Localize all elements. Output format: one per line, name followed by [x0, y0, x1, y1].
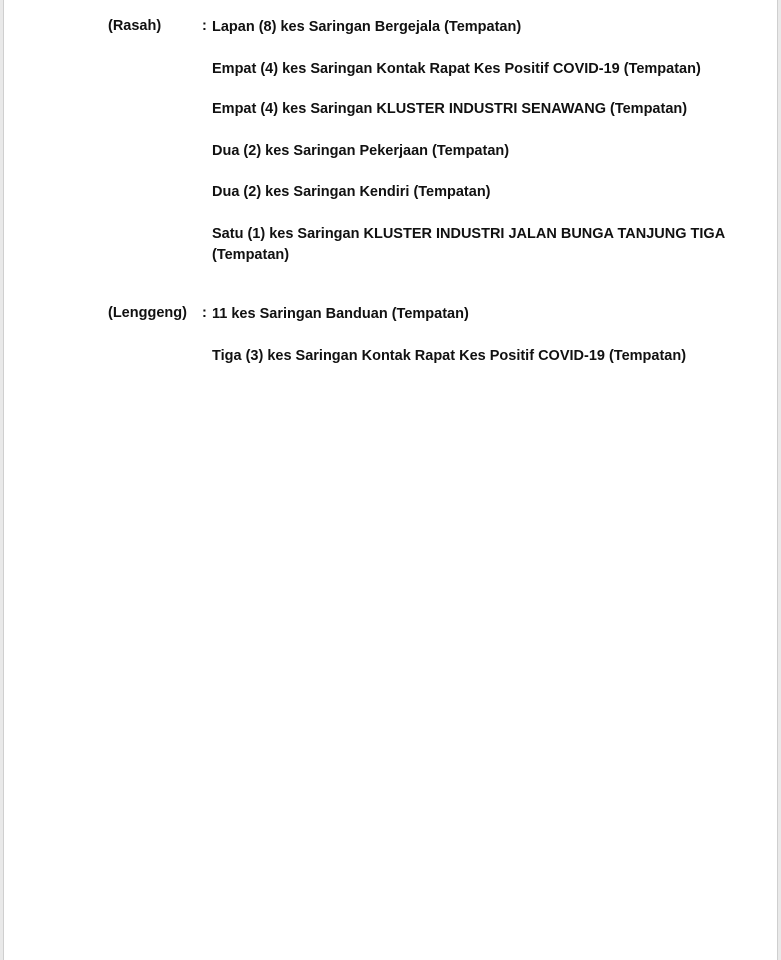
case-entry: Satu (1) kes Saringan KLUSTER INDUSTRI JALAN BUNGA TANJUNG TIGA (Tempatan) — [212, 226, 725, 263]
document-page — [3, 0, 778, 960]
district-label-rasah: (Rasah) — [108, 18, 162, 34]
case-entry: Tiga (3) kes Saringan Kontak Rapat Kes Positif COVID-19 (Tempatan) — [212, 348, 687, 364]
case-entry: 11 kes Saringan Banduan (Tempatan) — [212, 306, 469, 322]
separator-colon: : — [202, 305, 207, 321]
case-entry: Lapan (8) kes Saringan Bergejala (Tempatan) — [212, 19, 522, 35]
case-entry: Dua (2) kes Saringan Pekerjaan (Tempatan) — [212, 143, 510, 159]
case-entry: Empat (4) kes Saringan Kontak Rapat Kes Positif COVID-19 (Tempatan) — [212, 61, 701, 77]
separator-colon: : — [202, 18, 207, 34]
district-label-lenggeng: (Lenggeng) — [108, 305, 187, 321]
case-entry: Empat (4) kes Saringan KLUSTER INDUSTRI SENAWANG (Tempatan) — [212, 101, 688, 117]
case-entry: Dua (2) kes Saringan Kendiri (Tempatan) — [212, 184, 491, 200]
